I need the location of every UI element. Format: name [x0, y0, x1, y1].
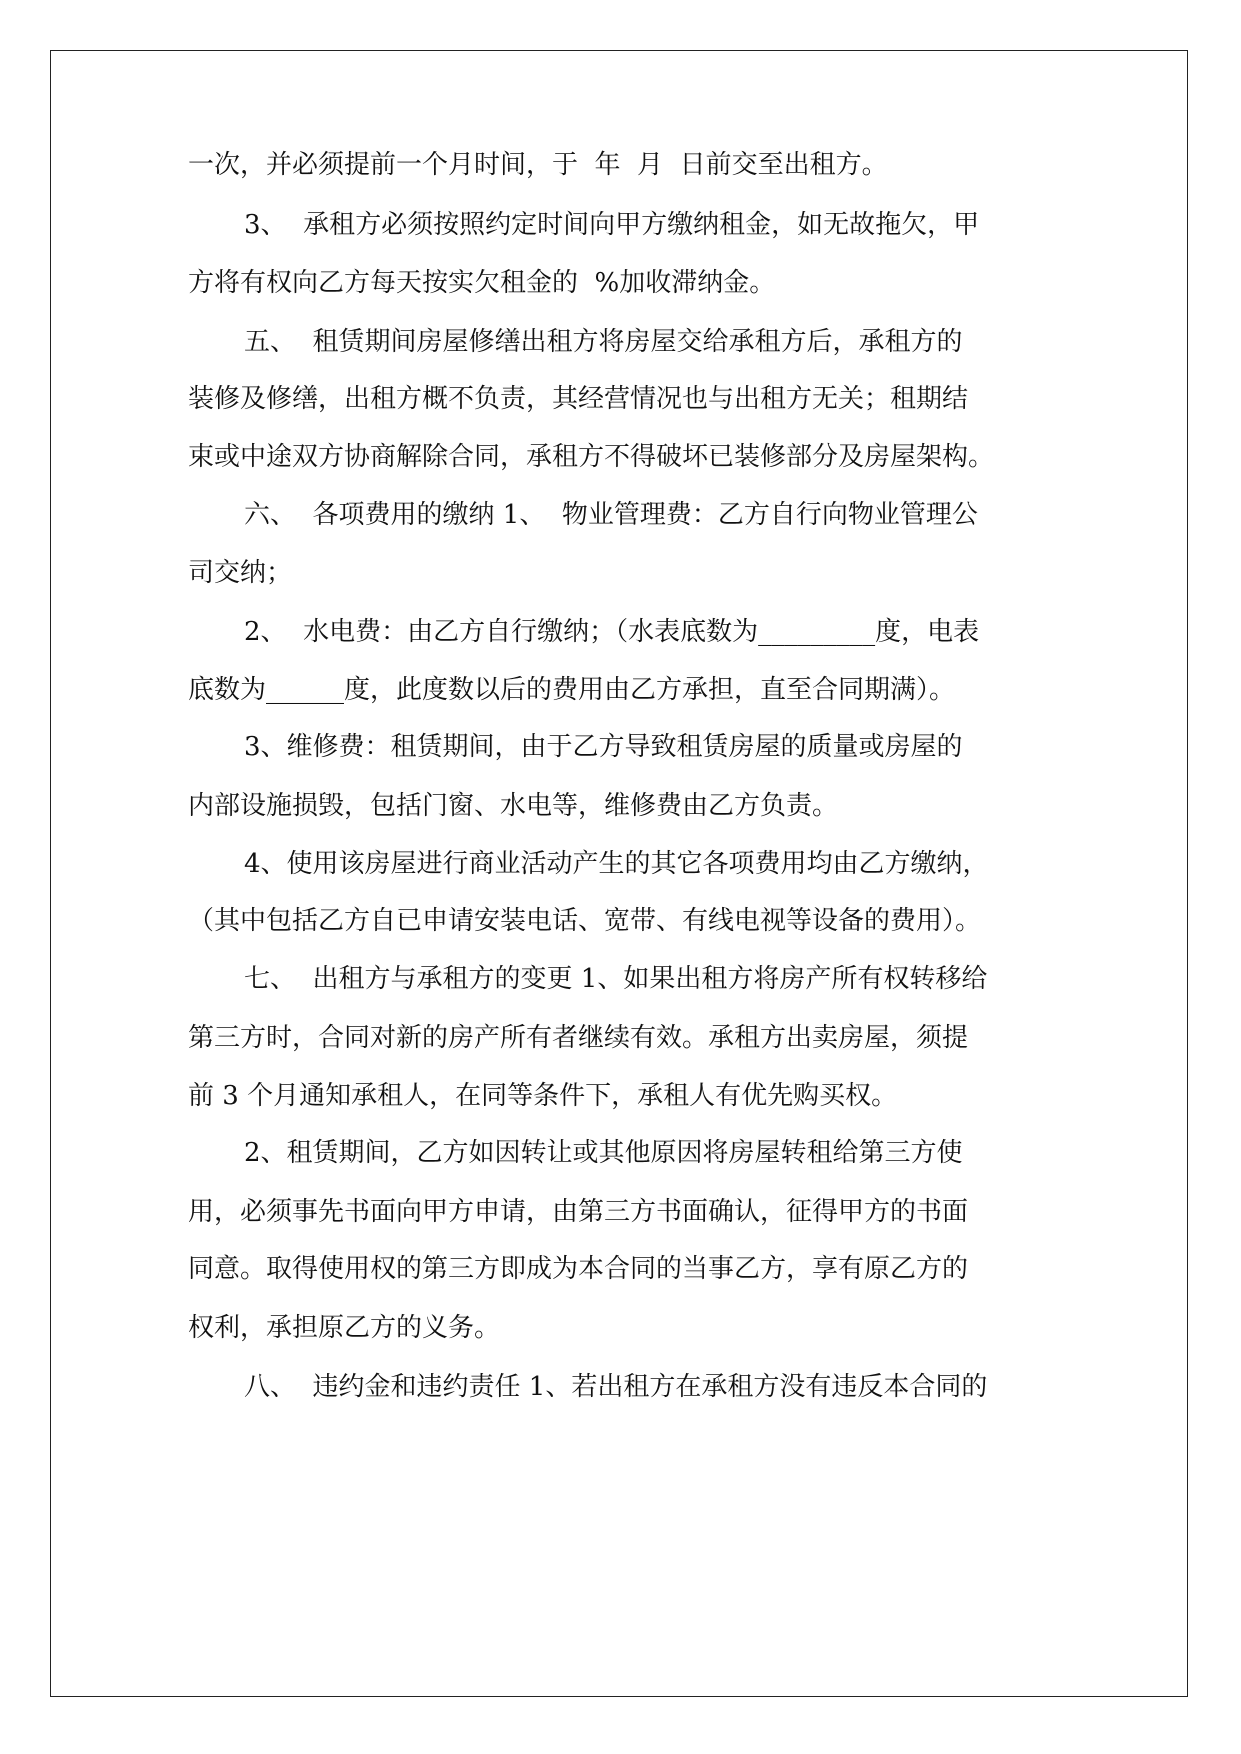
text-line: 用，必须事先书面向甲方申请，由第三方书面确认，征得甲方的书面	[188, 1197, 969, 1227]
text-line: 3、维修费：租赁期间，由于乙方导致租赁房屋的质量或房屋的	[244, 732, 963, 762]
text-line: 束或中途双方协商解除合同，承租方不得破坏已装修部分及房屋架构。	[188, 442, 995, 472]
text-line: 内部设施损毁，包括门窗、水电等，维修费由乙方负责。	[188, 791, 839, 821]
text-line: 3、 承租方必须按照约定时间向甲方缴纳租金，如无故拖欠，甲	[244, 210, 980, 240]
text-line: 六、 各项费用的缴纳 1、 物业管理费：乙方自行向物业管理公	[244, 500, 978, 530]
text-line: 方将有权向乙方每天按实欠租金的 %加收滞纳金。	[188, 268, 776, 298]
text-line: 七、 出租方与承租方的变更 1、如果出租方将房产所有权转移给	[244, 964, 988, 994]
text-line: 前 3 个月通知承租人，在同等条件下，承租人有优先购买权。	[188, 1081, 898, 1111]
text-line: 一次，并必须提前一个月时间，于 年 月 日前交至出租方。	[188, 150, 888, 180]
text-line: 4、使用该房屋进行商业活动产生的其它各项费用均由乙方缴纳，	[244, 849, 989, 879]
text-line: 权利，承担原乙方的义务。	[188, 1313, 501, 1343]
text-line: 底数为______度，此度数以后的费用由乙方承担，直至合同期满）。	[188, 675, 956, 705]
text-line: 五、 租赁期间房屋修缮出租方将房屋交给承租方后，承租方的	[244, 327, 963, 357]
text-line: 第三方时，合同对新的房产所有者继续有效。承租方出卖房屋，须提	[188, 1023, 969, 1053]
text-line: 2、 水电费：由乙方自行缴纳；（水表底数为_________度，电表	[244, 617, 980, 647]
text-line: 2、租赁期间，乙方如因转让或其他原因将房屋转租给第三方使	[244, 1138, 963, 1168]
text-line: （其中包括乙方自已申请安装电话、宽带、有线电视等设备的费用）。	[188, 906, 982, 936]
text-line: 同意。取得使用权的第三方即成为本合同的当事乙方，享有原乙方的	[188, 1254, 969, 1284]
text-line: 八、 违约金和违约责任 1、若出租方在承租方没有违反本合同的	[244, 1372, 988, 1402]
text-line: 装修及修缮，出租方概不负责，其经营情况也与出租方无关；租期结	[188, 384, 969, 414]
text-line: 司交纳；	[188, 558, 293, 588]
